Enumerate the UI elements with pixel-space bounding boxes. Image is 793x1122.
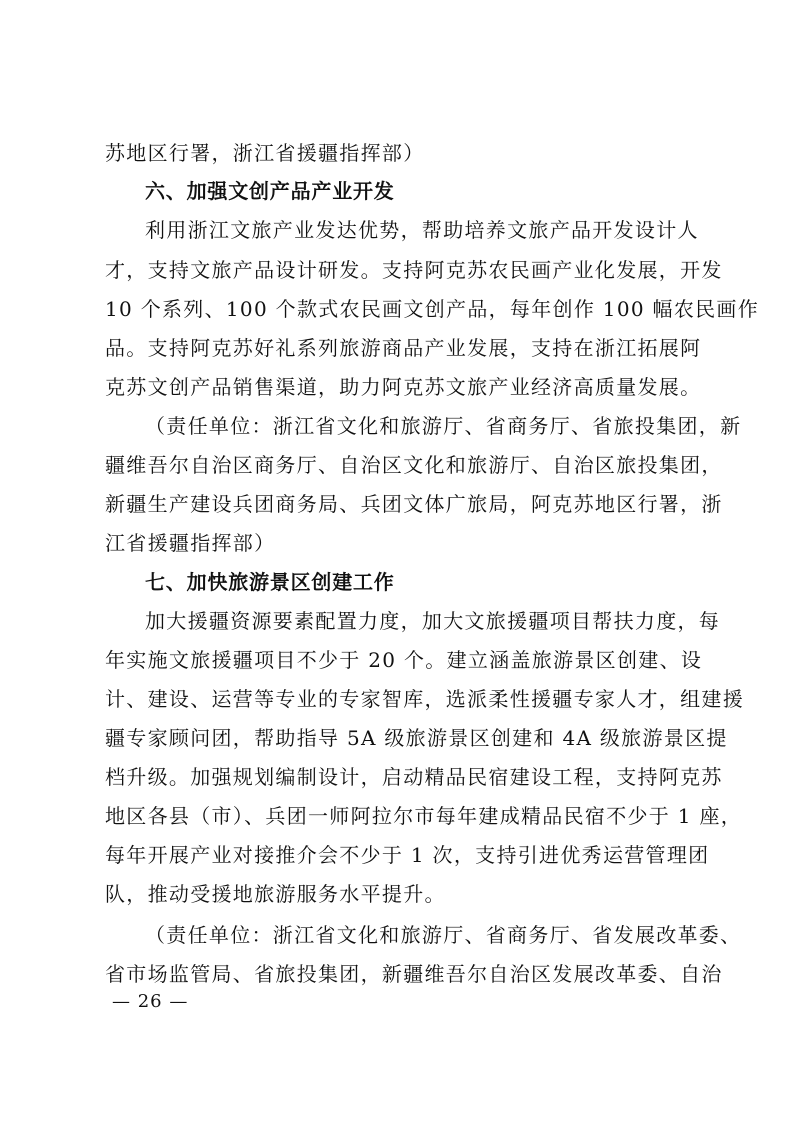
text-line: 加大援疆资源要素配置力度，加大文旅援疆项目帮扶力度，每 bbox=[145, 609, 721, 633]
text-line: 利用浙江文旅产业发达优势，帮助培养文旅产品开发设计人 bbox=[145, 218, 699, 242]
text-line: 地区各县（市）、兵团一师阿拉尔市每年建成精品民宿不少于 1 座， bbox=[105, 804, 743, 828]
text-line: 克苏文创产品销售渠道，助力阿克苏文旅产业经济高质量发展。 bbox=[105, 375, 702, 399]
text-line: 计、建设、运营等专业的专家智库，选派柔性援疆专家人才，组建援 bbox=[105, 687, 744, 711]
text-line: 新疆生产建设兵团商务局、兵团文体广旅局，阿克苏地区行署，浙 bbox=[105, 492, 723, 516]
text-line: 每年开展产业对接推介会不少于 1 次，支持引进优秀运营管理团 bbox=[105, 843, 710, 867]
text-line: 才，支持文旅产品设计研发。支持阿克苏农民画产业化发展，开发 bbox=[105, 258, 723, 282]
section-heading-6: 六、加强文创产品产业开发 bbox=[145, 179, 395, 203]
text-line: 10 个系列、100 个款式农民画文创产品，每年创作 100 幅农民画作 bbox=[105, 297, 760, 321]
text-line: 疆专家顾问团，帮助指导 5A 级旅游景区创建和 4A 级旅游景区提 bbox=[105, 726, 728, 750]
page-number: — 26 — bbox=[112, 991, 189, 1012]
text-line: 品。支持阿克苏好礼系列旅游商品产业发展，支持在浙江拓展阿 bbox=[105, 336, 702, 360]
text-line: （责任单位：浙江省文化和旅游厅、省商务厅、省发展改革委、 bbox=[145, 923, 742, 947]
text-line: 队，推动受援地旅游服务水平提升。 bbox=[105, 882, 446, 906]
text-line: 年实施文旅援疆项目不少于 20 个。建立涵盖旅游景区创建、设 bbox=[105, 648, 703, 672]
text-line: （责任单位：浙江省文化和旅游厅、省商务厅、省旅投集团，新 bbox=[145, 414, 742, 438]
text-line: 江省援疆指挥部） bbox=[105, 531, 276, 555]
text-line: 苏地区行署，浙江省援疆指挥部） bbox=[105, 141, 425, 165]
text-line: 档升级。加强规划编制设计，启动精品民宿建设工程，支持阿克苏 bbox=[105, 765, 723, 789]
section-heading-7: 七、加快旅游景区创建工作 bbox=[145, 570, 395, 594]
text-line: 疆维吾尔自治区商务厅、自治区文化和旅游厅、自治区旅投集团， bbox=[105, 453, 723, 477]
text-line: 省市场监管局、省旅投集团，新疆维吾尔自治区发展改革委、自治 bbox=[105, 962, 723, 986]
